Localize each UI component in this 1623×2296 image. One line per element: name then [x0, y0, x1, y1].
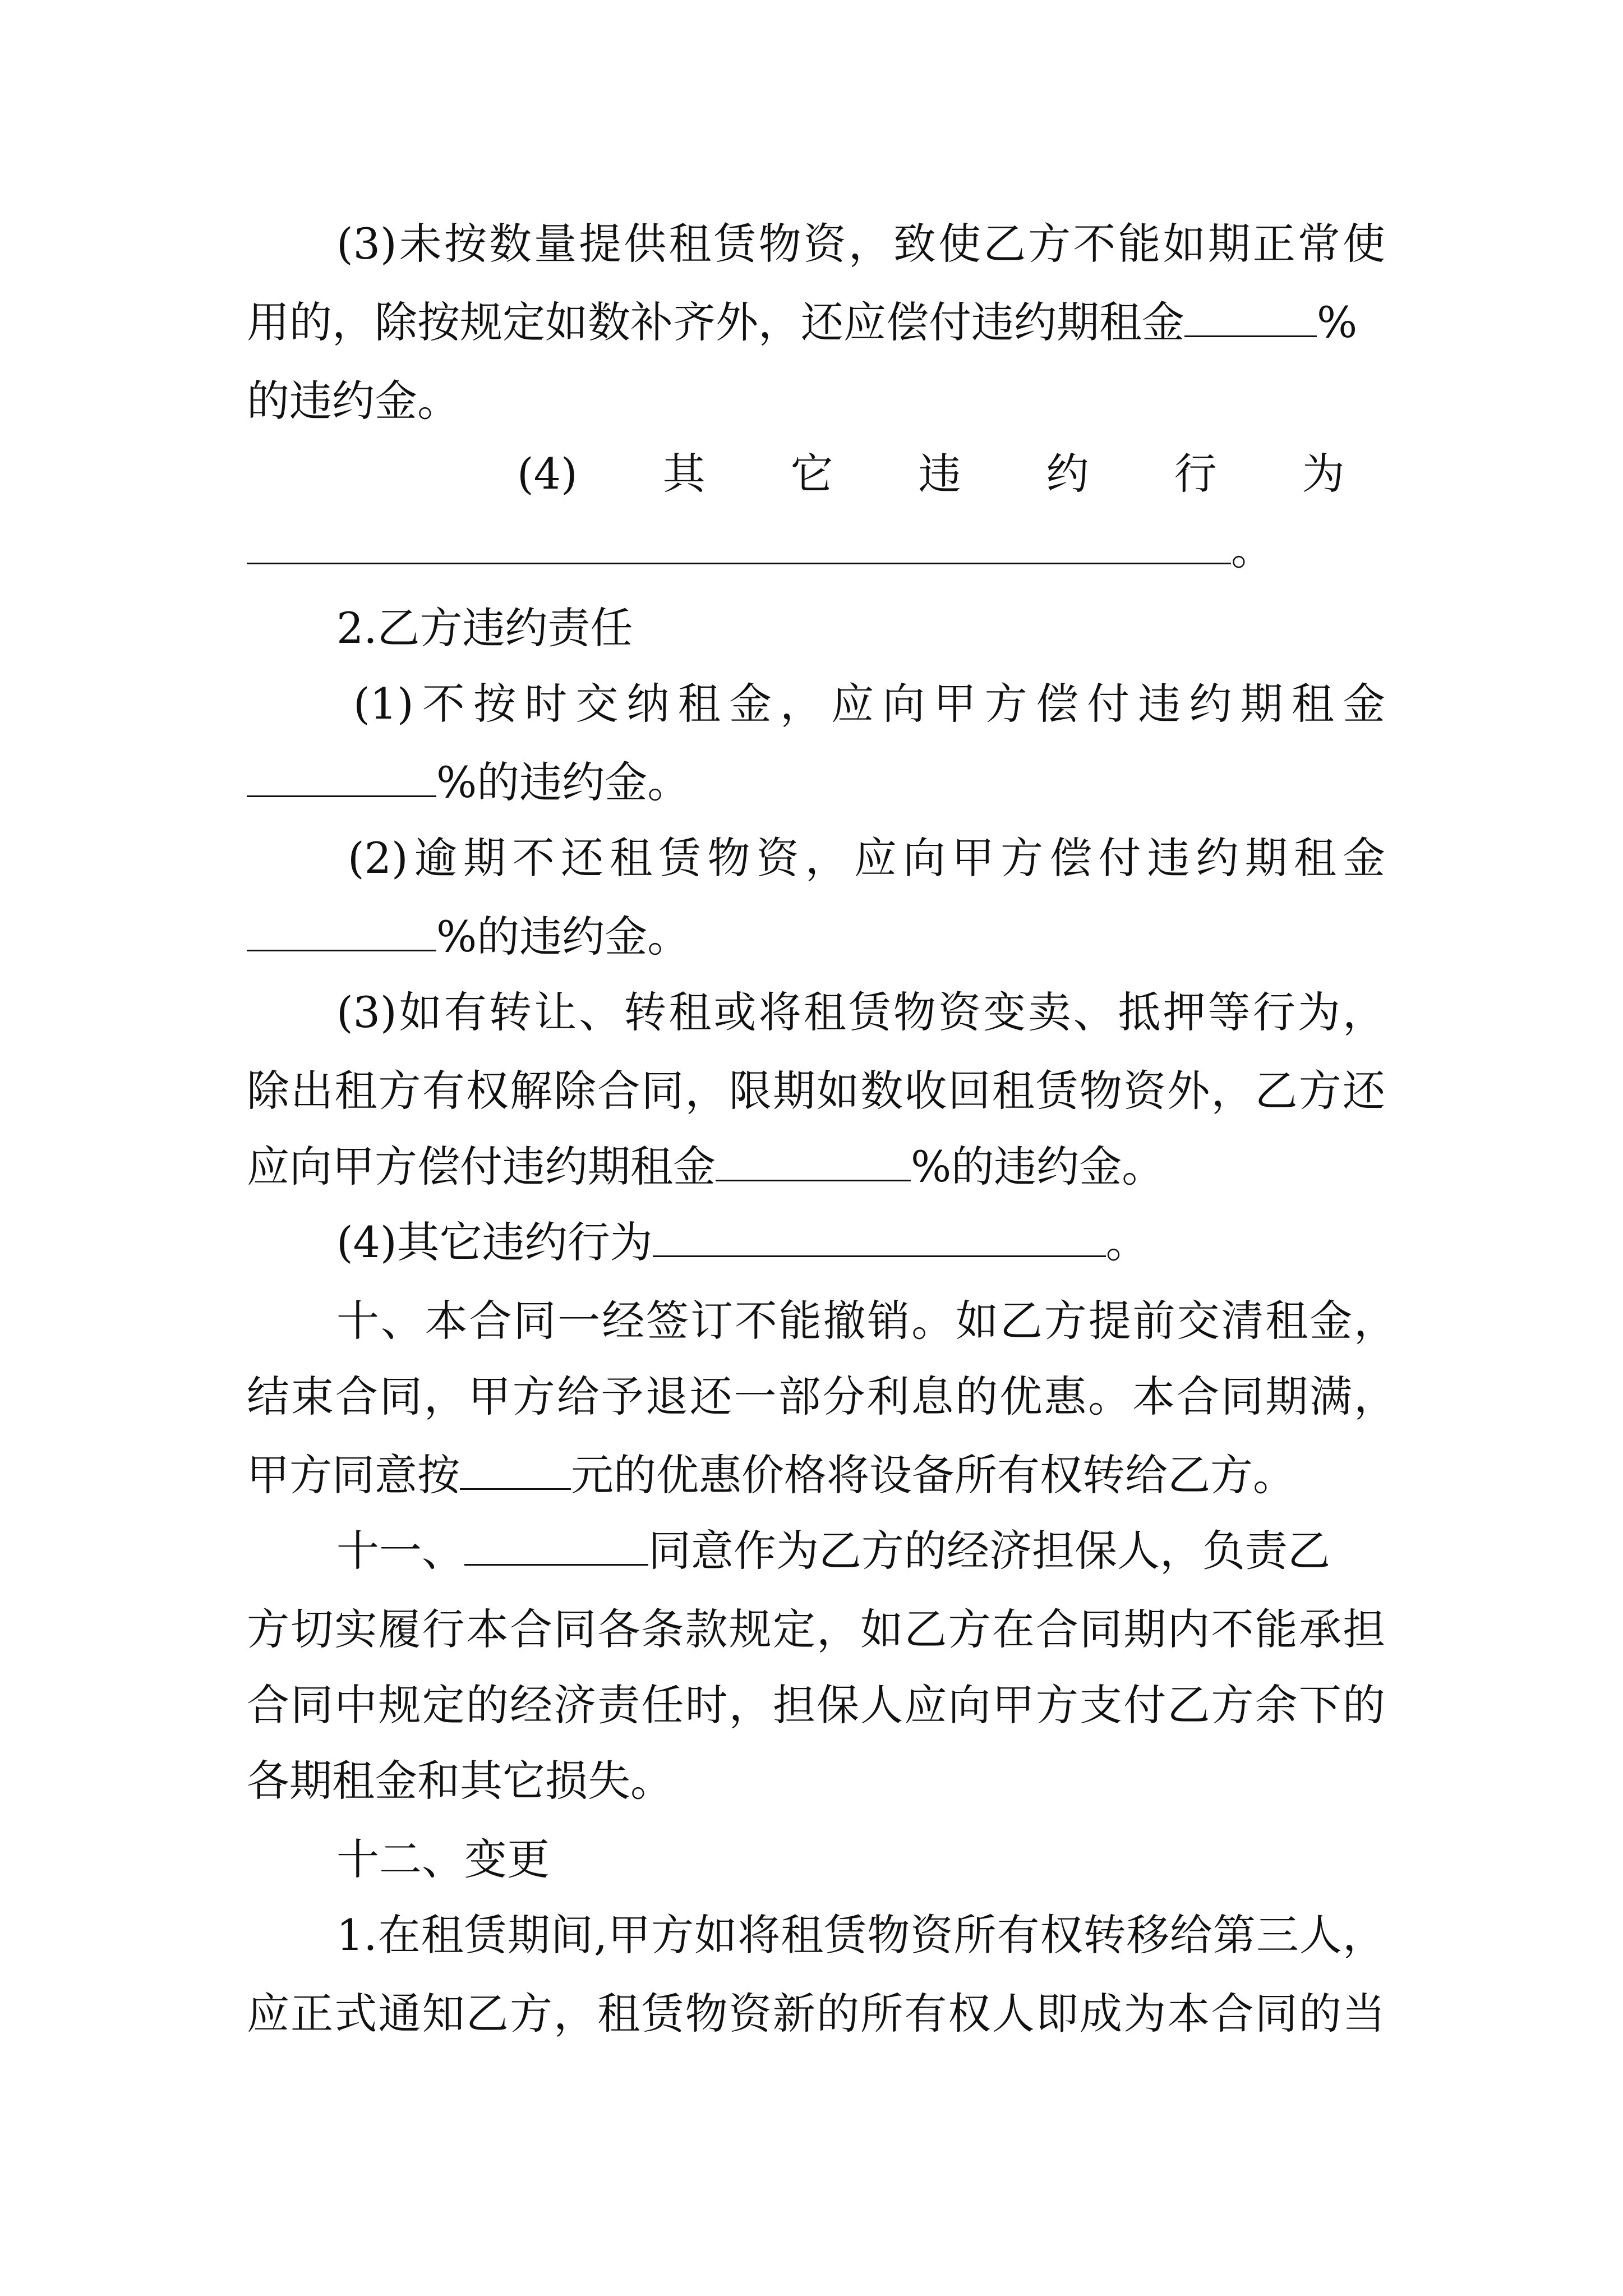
clause-text-suffix: 。	[1231, 524, 1274, 574]
clause-line	[247, 1436, 1385, 1515]
clause-line	[247, 1975, 1385, 2053]
clause-text-suffix: %的违约金。	[911, 1142, 1165, 1191]
clause-text-suffix: %	[1317, 297, 1358, 347]
clause-line	[336, 973, 1385, 1052]
clause-text-suffix: 元的优惠价格将设备所有权转给乙方。	[571, 1450, 1295, 1500]
clause-line	[247, 1590, 1385, 1669]
section-heading-text: 2.乙方违约责任	[336, 603, 633, 653]
fill-in-blank	[247, 909, 436, 951]
fill-in-blank	[247, 522, 1231, 564]
section-heading-text: 十二、变更	[336, 1834, 550, 1884]
clause-text: (4)其它违约行为	[336, 1217, 653, 1267]
fill-in-blank	[247, 755, 436, 797]
clause-text: 应向甲方偿付违约期租金	[247, 1142, 716, 1191]
clause-line	[247, 1052, 1385, 1130]
clause-text-suffix: %的违约金。	[436, 912, 690, 961]
clause-text: 方切实履行本合同各条款规定，如乙方在合同期内不能承担	[247, 1604, 1385, 1654]
clause-text: 合同中规定的经济责任时，担保人应向甲方支付乙方余下的	[247, 1680, 1385, 1730]
clause-text: 1.在租赁期间,甲方如将租赁物资所有权转移给第三人，	[336, 1910, 1385, 1960]
clause-text: 十一、	[336, 1526, 464, 1576]
clause-text: 除出租方有权解除合同，限期如数收回租赁物资外，乙方还	[247, 1066, 1385, 1116]
clause-line	[353, 665, 1385, 743]
clause-line	[247, 362, 1385, 440]
fill-in-blank	[464, 1524, 648, 1566]
clause-line	[336, 1282, 1396, 1360]
clause-text: (2)逾期不还租赁物资，应向甲方偿付违约期租金	[348, 833, 1385, 883]
clause-text-suffix: %的违约金。	[436, 757, 690, 807]
clause-line	[336, 1203, 1475, 1282]
section-heading	[336, 589, 1475, 668]
clause-text: (3)如有转让、转租或将租赁物资变卖、抵押等行为，	[336, 987, 1385, 1037]
section-heading	[336, 1820, 1475, 1899]
fill-in-blank	[653, 1215, 1106, 1257]
clause-text-suffix: 。	[1105, 1217, 1149, 1267]
clause-text: 结束合同，甲方给予退还一部分利息的优惠。本合同期满，	[247, 1372, 1396, 1421]
clause-text: (3)未按数量提供租赁物资，致使乙方不能如期正常使	[336, 219, 1385, 269]
clause-line	[247, 1358, 1396, 1436]
clause-line	[348, 819, 1385, 898]
clause-line	[247, 1666, 1385, 1745]
clause-text: 的违约金。	[247, 376, 460, 426]
clause-text: (1)不按时交纳租金，应向甲方偿付违约期租金	[353, 679, 1385, 729]
clause-line	[247, 898, 1385, 976]
fill-in-blank	[1184, 295, 1317, 337]
clause-line	[336, 1512, 1475, 1590]
clause-text: 十、本合同一经签订不能撤销。如乙方提前交清租金，	[336, 1296, 1396, 1346]
clause-text: (4) 其 它 违 约 行 为	[517, 449, 1345, 499]
clause-text: 各期租金和其它损失。	[247, 1756, 673, 1806]
clause-text: 用的，除按规定如数补齐外，还应偿付违约期租金	[247, 297, 1184, 347]
clause-line	[247, 1128, 1385, 1206]
clause-line	[247, 510, 1385, 589]
fill-in-blank	[716, 1139, 911, 1181]
clause-line	[247, 283, 1385, 362]
clause-text-suffix: 同意作为乙方的经济担保人，负责乙	[648, 1526, 1330, 1576]
clause-line	[517, 435, 1385, 513]
clause-text: 应正式通知乙方，租赁物资新的所有权人即成为本合同的当	[247, 1989, 1385, 2039]
clause-line	[247, 743, 1385, 822]
fill-in-blank	[460, 1448, 571, 1490]
clause-line	[336, 1896, 1385, 1975]
clause-line	[336, 205, 1385, 283]
clause-text: 甲方同意按	[247, 1450, 460, 1500]
clause-line	[247, 1742, 1385, 1820]
